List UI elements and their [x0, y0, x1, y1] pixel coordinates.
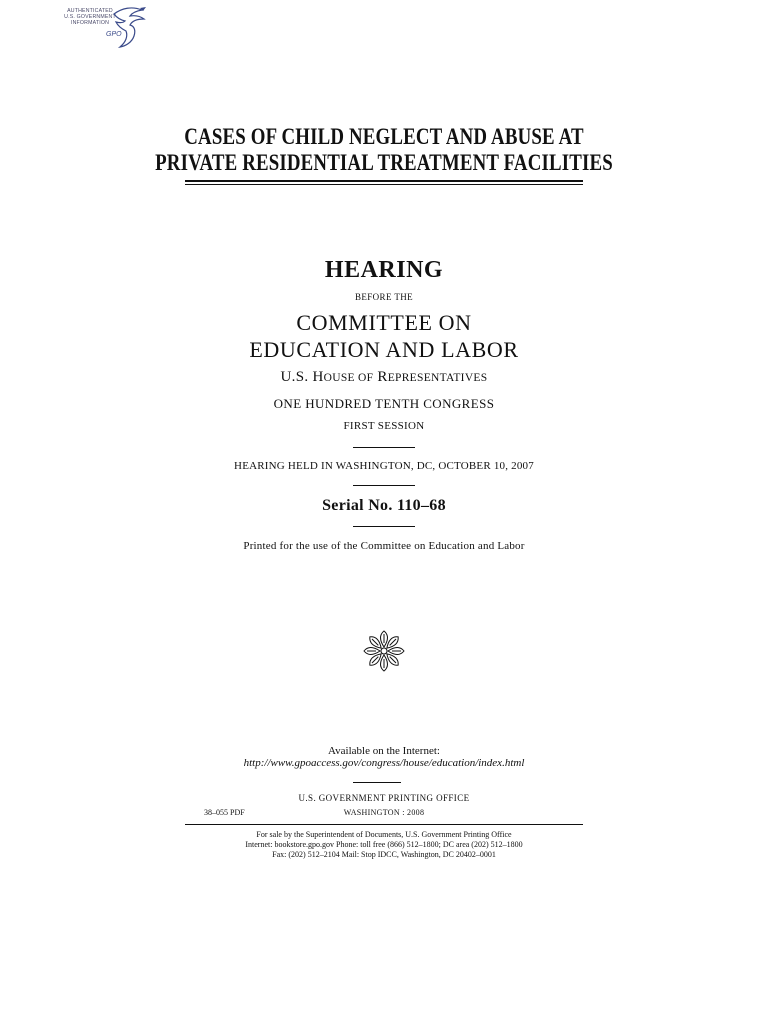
document-title-line-2: PRIVATE RESIDENTIAL TREATMENT FACILITIES	[155, 150, 613, 175]
before-the-text: BEFORE THE	[354, 292, 414, 302]
house-part: R	[373, 369, 388, 385]
place-year-text: WASHINGTON : 2008	[343, 808, 425, 817]
divider-rule	[353, 447, 415, 448]
gpo-authentication-seal	[58, 4, 150, 48]
hearing-held-text: HEARING HELD IN WASHINGTON, DC, OCTOBER 10, 2007	[234, 460, 534, 472]
star-ornament-icon	[362, 629, 406, 673]
available-internet-text: Available on the Internet:	[328, 745, 440, 757]
serial-number: Serial No. 110–68	[322, 497, 446, 514]
house-part: OUSE OF	[323, 372, 374, 384]
document-title-line-1: CASES OF CHILD NEGLECT AND ABUSE AT	[184, 124, 584, 149]
house-part: U.S. H	[280, 369, 324, 385]
eagle-icon	[110, 4, 150, 48]
divider-rule	[353, 782, 401, 783]
congress-text: ONE HUNDRED TENTH CONGRESS	[273, 396, 495, 411]
seal-line: INFORMATION	[70, 20, 110, 26]
seal-gpo-mark: GPO	[106, 31, 122, 38]
session-text: FIRST SESSION	[343, 420, 425, 432]
title-rule-top	[185, 180, 583, 182]
divider-rule	[353, 526, 415, 527]
sale-line-2: Internet: bookstore.gpo.gov Phone: toll free (866) 512–1800; DC area (202) 512–1800	[245, 840, 523, 849]
house-of-representatives	[0, 369, 768, 386]
printing-office-text: U.S. GOVERNMENT PRINTING OFFICE	[298, 793, 470, 803]
seal-line: U.S. GOVERNMENT	[64, 14, 116, 20]
house-part: EPRESENTATIVES	[387, 372, 488, 384]
committee-line-1: COMMITTEE ON	[296, 310, 472, 335]
imprint-rule	[185, 824, 583, 825]
hearing-heading: HEARING	[324, 257, 444, 283]
pdf-number: 38–055 PDF	[204, 808, 245, 817]
printed-for-text: Printed for the use of the Committee on Education and Labor	[243, 540, 525, 552]
committee-url-link[interactable]: http://www.gpoaccess.gov/congress/house/education/index.html	[243, 757, 525, 769]
seal-line: AUTHENTICATED	[67, 8, 113, 14]
divider-rule	[353, 485, 415, 486]
committee-line-2: EDUCATION AND LABOR	[249, 337, 519, 362]
sale-line-1: For sale by the Superintendent of Documents, U.S. Government Printing Office	[256, 830, 512, 839]
title-rule-bottom	[185, 184, 583, 185]
sale-line-3: Fax: (202) 512–2104 Mail: Stop IDCC, Washington, DC 20402–0001	[272, 850, 496, 859]
